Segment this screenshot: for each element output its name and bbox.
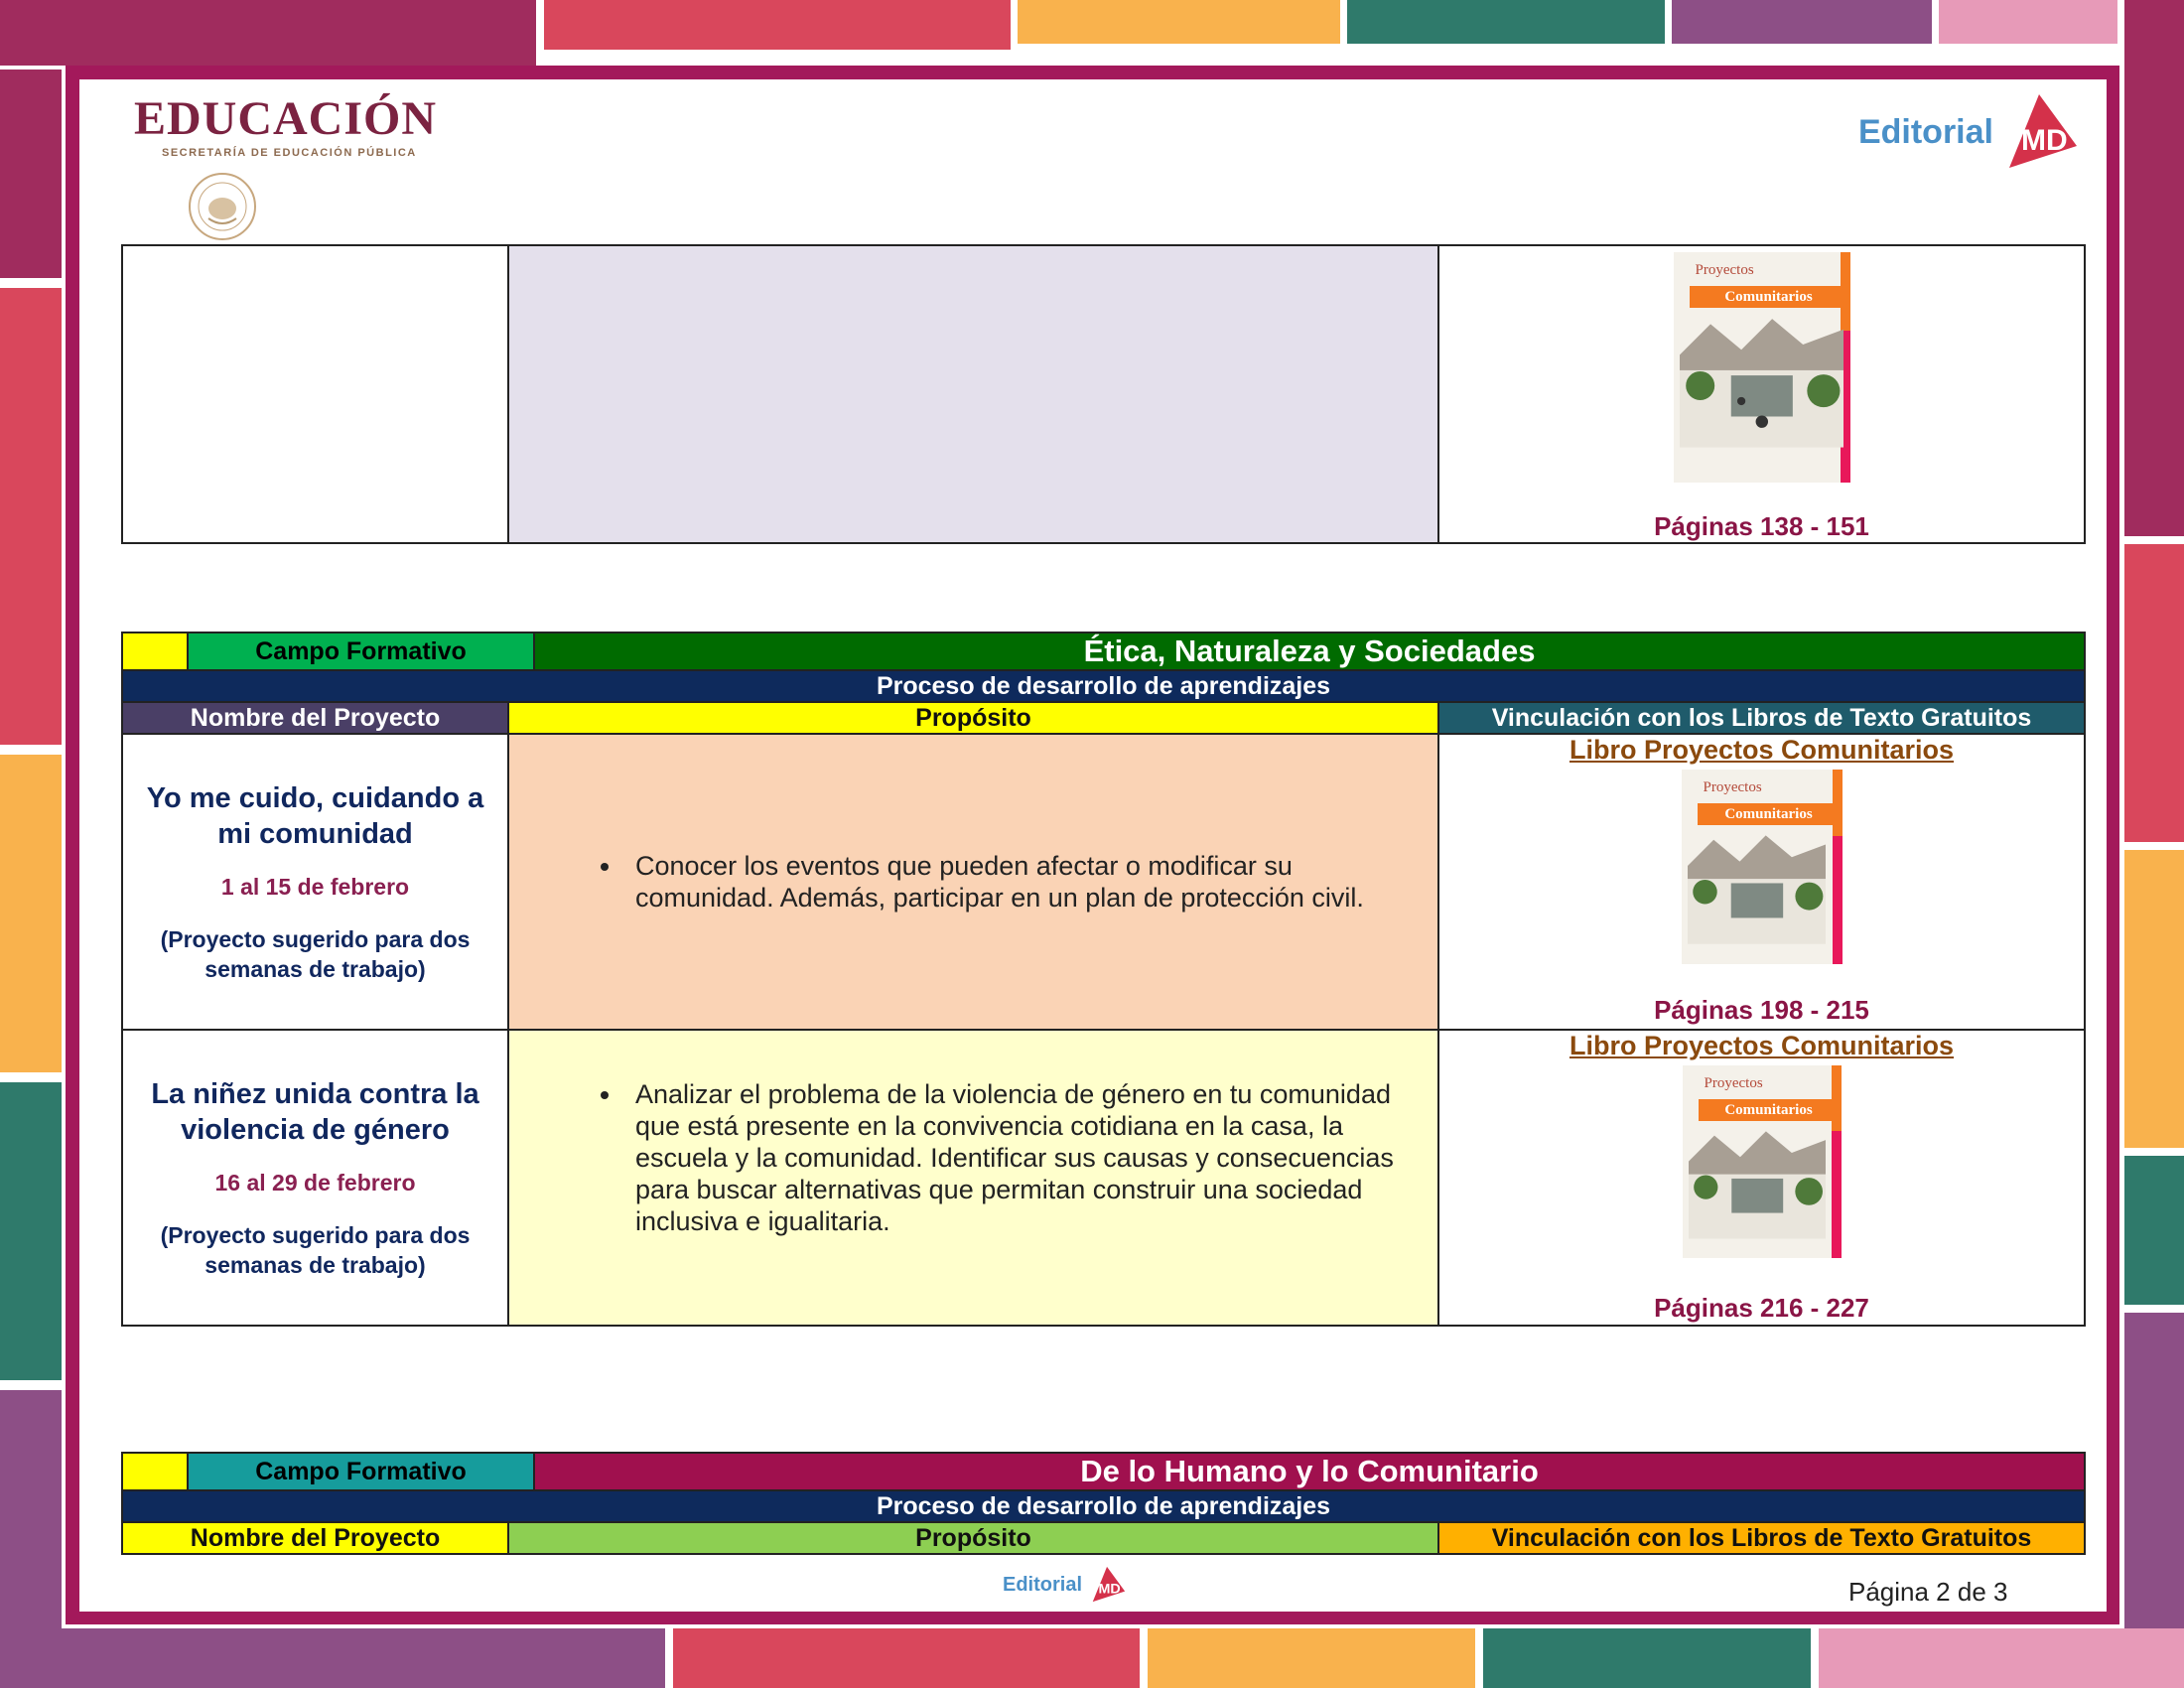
table-row [122, 1030, 2085, 1326]
project-dates: 16 al 29 de febrero [214, 1169, 416, 1196]
cover-title-1: Proyectos [1695, 262, 1754, 278]
book-cover-image [1682, 770, 1843, 964]
publisher-name: Editorial [1857, 112, 1993, 151]
purpose-text: • Analizar el problema de la violencia de género en tu comunidad que está presente en la convivencia cotidiana en la casa, la escuela y la comunidad. Identificar sus causas y consecuencias para buscar alternativas que permitan construir una sociedad inclusiva e igualitaria. [623, 1078, 1408, 1237]
cover-title-1: Proyectos [1704, 1075, 1763, 1091]
cover-illustration [1680, 314, 1844, 448]
col-link-header: Vinculación con los Libros de Texto Gratuitos [1438, 702, 2085, 734]
publisher-mark: MD [2021, 124, 2068, 157]
project-note: (Proyecto sugerido para dos semanas de trabajo) [160, 925, 471, 982]
document-page [79, 79, 2107, 1612]
project-name: Yo me cuido, cuidando a mi comunidad [146, 781, 484, 850]
project-name: La niñez unida contra la violencia de género [151, 1077, 479, 1146]
book-link[interactable]: Libro Proyectos Comunitarios [1569, 735, 1955, 765]
md-mark-icon [1999, 90, 2083, 174]
editorial-md-logo [1858, 87, 2083, 177]
campo-title: Ética, Naturaleza y Sociedades [534, 633, 2085, 670]
project-note: (Proyecto sugerido para dos semanas de trabajo) [160, 1221, 471, 1278]
link-cell [1438, 734, 2085, 1030]
campo-title: De lo Humano y lo Comunitario [534, 1453, 2085, 1490]
cover-title-2: Comunitarios [1699, 1099, 1832, 1121]
table-row [122, 734, 2085, 1030]
link-cell [1438, 245, 2085, 543]
sep-subtitle: SECRETARÍA DE EDUCACIÓN PÚBLICA [162, 147, 417, 159]
col-link-header: Vinculación con los Libros de Texto Gratuitos [1438, 1522, 2085, 1554]
sep-logo [134, 93, 442, 242]
process-label: Proceso de desarrollo de aprendizajes [122, 1490, 2085, 1522]
column-header-row [122, 1522, 2085, 1554]
book-cover-image [1674, 252, 1850, 483]
col-project-header: Nombre del Proyecto [122, 1522, 508, 1554]
campo-header-row [122, 1453, 2085, 1490]
section-etica-table [121, 632, 2086, 703]
cover-title-2: Comunitarios [1698, 803, 1833, 825]
link-cell [1438, 1030, 2085, 1326]
purpose-cell-empty [508, 245, 1438, 543]
md-mark-icon [1088, 1565, 1128, 1605]
page-number: Página 2 de 3 [1848, 1577, 2008, 1607]
purpose-text: • Conocer los eventos que pueden afectar o modificar su comunidad. Además, participar en un plan de protección civil. [623, 850, 1408, 914]
book-link[interactable]: Libro Proyectos Comunitarios [1569, 1031, 1955, 1060]
col-purpose-header: Propósito [508, 702, 1438, 734]
book-cover-image [1683, 1065, 1842, 1258]
purpose-cell [508, 1030, 1438, 1326]
project-cell-empty [122, 245, 508, 543]
cover-illustration [1688, 831, 1827, 944]
sep-title: EDUCACIÓN [134, 92, 438, 145]
footer-publisher-mark: MD [1098, 1581, 1121, 1598]
column-header-row [122, 702, 2085, 734]
project-cell [122, 1030, 508, 1326]
campo-header-row [122, 633, 2085, 670]
col-purpose-header: Propósito [508, 1522, 1438, 1554]
color-swatch [122, 1453, 188, 1490]
campo-formativo-label: Campo Formativo [188, 1453, 534, 1490]
table-row [122, 245, 2085, 543]
pages-label: Páginas 138 - 151 [1654, 511, 1869, 541]
top-table [121, 244, 2086, 544]
cover-title-1: Proyectos [1703, 779, 1762, 795]
project-dates: 1 al 15 de febrero [220, 873, 410, 900]
color-swatch [122, 633, 188, 670]
purpose-cell [508, 734, 1438, 1030]
process-row [122, 670, 2085, 702]
process-label: Proceso de desarrollo de aprendizajes [122, 670, 2085, 702]
footer-publisher-name: Editorial [1003, 1573, 1083, 1596]
process-row [122, 1490, 2085, 1522]
cover-title-2: Comunitarios [1690, 286, 1841, 308]
cover-illustration [1689, 1127, 1826, 1239]
section-humano-body [121, 1521, 2086, 1555]
footer-editorial-logo [1003, 1565, 1128, 1605]
section-etica-body [121, 701, 2086, 1327]
campo-formativo-label: Campo Formativo [188, 633, 534, 670]
national-seal-icon [187, 171, 258, 242]
pages-label: Páginas 198 - 215 [1654, 995, 1869, 1025]
project-cell [122, 734, 508, 1030]
col-project-header: Nombre del Proyecto [122, 702, 508, 734]
section-humano-table [121, 1452, 2086, 1523]
pages-label: Páginas 216 - 227 [1654, 1293, 1869, 1323]
